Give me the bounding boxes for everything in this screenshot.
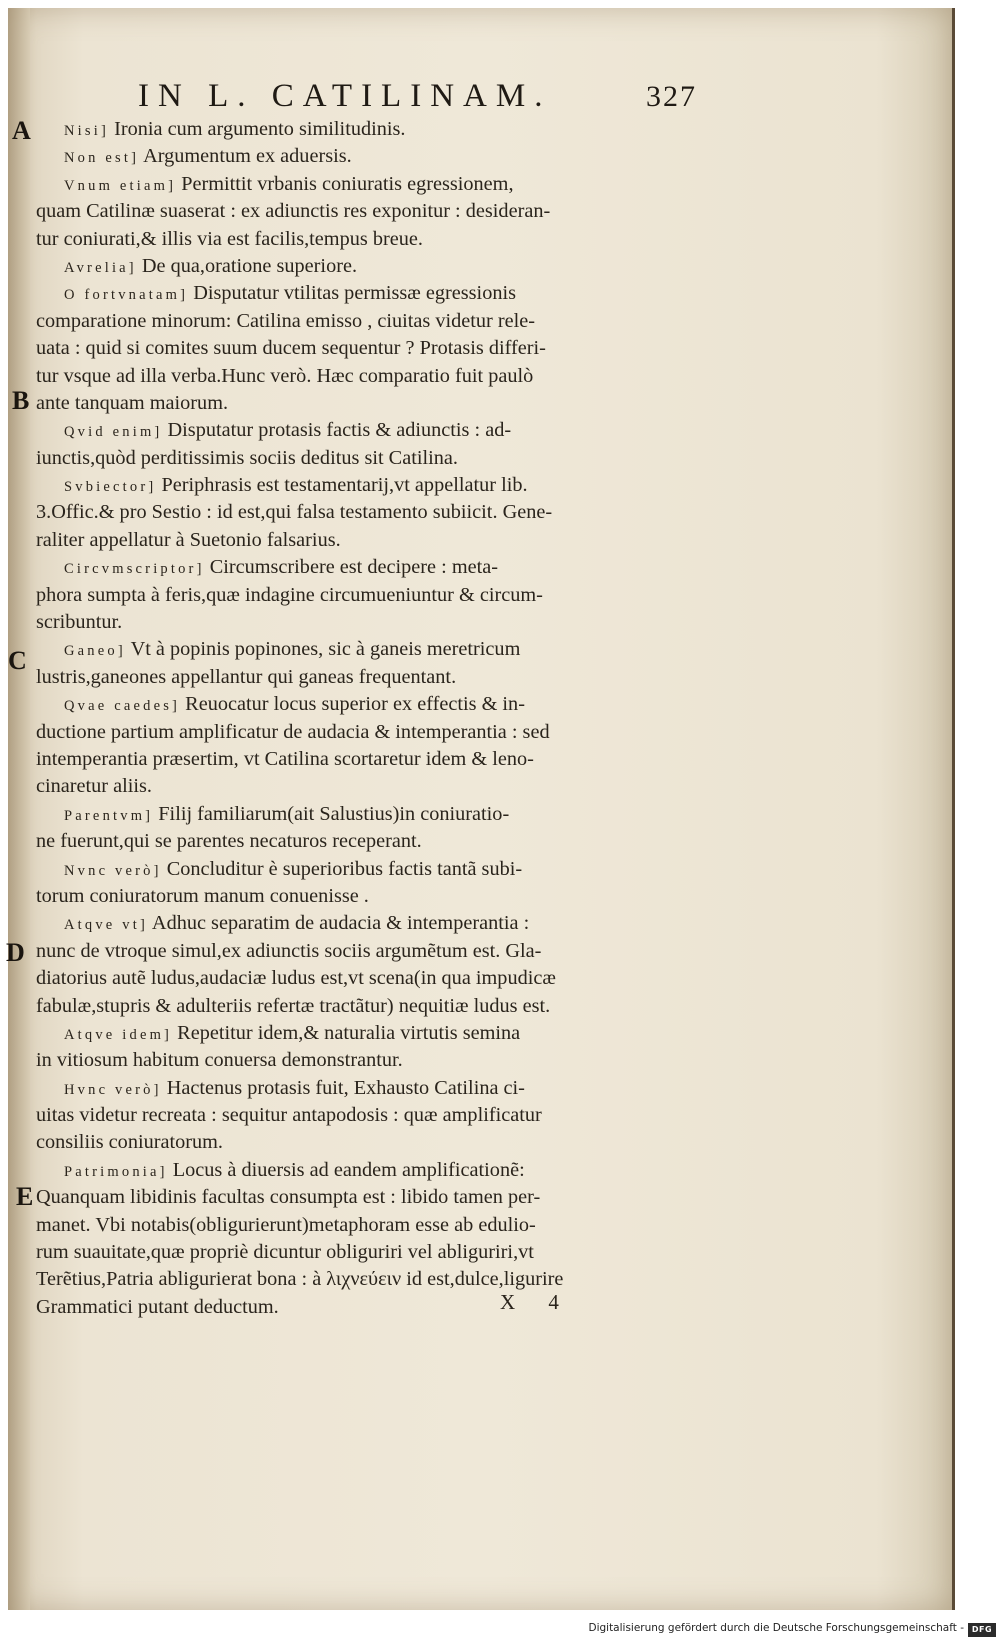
line-text: ductione partium amplificatur de audacia & intemperantia : sed: [36, 720, 550, 743]
text-line: [36, 582, 708, 609]
line-text: uata : quid si comites suum ducem sequentur ? Protasis differi-: [36, 337, 546, 360]
line-text: raliter appellatur à Suetonio falsarius.: [36, 528, 341, 551]
text-line: [36, 1047, 708, 1074]
lemma: Atqve idem]: [64, 1026, 173, 1043]
line-text: cinaretur aliis.: [36, 775, 153, 798]
text-line: [36, 609, 708, 636]
line-text: diatorius autẽ ludus,audaciæ ludus est,vt scena(in qua impudicæ: [36, 967, 556, 990]
text-line: [36, 1184, 708, 1211]
margin-letter-d: D: [6, 938, 25, 967]
line-text: manet. Vbi notabis(obligurierunt)metaphoram esse ab edulio-: [36, 1213, 536, 1236]
text-line: [36, 472, 708, 499]
lemma: Svbiector]: [64, 479, 157, 496]
line-text: Terẽtius,Patria abligurierat bona : à λιχνεύειν id est,dulce,ligurire: [36, 1268, 564, 1291]
text-line: [36, 636, 708, 663]
lemma: Non est]: [64, 150, 140, 167]
line-text: scribuntur.: [36, 611, 123, 634]
funding-notice: Digitalisierung gefördert durch die Deutsche Forschungsgemeinschaft -: [588, 1622, 964, 1634]
text-line: [36, 143, 708, 170]
line-text: Repetitur idem,& naturalia virtutis semina: [172, 1021, 521, 1044]
text-line: [36, 171, 708, 198]
margin-letter-b: B: [12, 386, 30, 415]
text-line: [36, 1020, 708, 1047]
lemma: Qvid enim]: [64, 424, 163, 441]
text-line: [36, 746, 708, 773]
line-text: tur coniurati,& illis via est facilis,tempus breue.: [36, 227, 423, 250]
text-line: [36, 445, 708, 472]
text-line: [36, 828, 708, 855]
line-text: Vt à popinis popinones, sic à ganeis meretricum: [125, 638, 521, 661]
line-text: Adhuc separatim de audacia & intemperantia :: [147, 912, 530, 935]
text-line: [36, 335, 708, 362]
text-line: [36, 1075, 708, 1102]
running-head: IN L. CATILINAM.: [138, 78, 552, 114]
text-line: [36, 883, 708, 910]
lemma: Patrimonia]: [64, 1163, 168, 1180]
lemma: Parentvm]: [64, 807, 154, 824]
text-line: [36, 390, 708, 417]
text-line: [36, 363, 708, 390]
lemma: Ganeo]: [64, 643, 126, 660]
text-line: [36, 527, 708, 554]
line-text: Quanquam libidinis facultas consumpta est : libido tamen per-: [36, 1186, 541, 1209]
text-line: [36, 499, 708, 526]
line-text: Filij familiarum(ait Salustius)in coniuratio-: [153, 802, 510, 825]
line-text: Hactenus protasis fuit, Exhausto Catilina ci-: [161, 1076, 525, 1099]
line-text: Argumentum ex aduersis.: [139, 145, 352, 168]
signature-mark: X 4: [500, 1290, 573, 1314]
line-text: iunctis,quòd perditissimis sociis deditus sit Catilina.: [36, 446, 458, 469]
line-text: Circumscribere est decipere : meta-: [204, 556, 498, 579]
commentary-text: [36, 116, 708, 1321]
page-number: 327: [646, 80, 697, 113]
line-text: torum coniuratorum manum conuenisse .: [36, 884, 369, 907]
margin-letter-e: E: [16, 1182, 34, 1211]
line-text: comparatione minorum: Catilina emisso , ciuitas videtur rele-: [36, 309, 536, 332]
line-text: Disputatur protasis factis & adiunctis : ad-: [162, 419, 512, 442]
text-line: [36, 910, 708, 937]
text-line: [36, 1239, 708, 1266]
lemma: Nisi]: [64, 123, 109, 139]
line-text: uitas videtur recreata : sequitur antapodosis : quæ amplificatur: [36, 1104, 542, 1127]
text-line: [36, 198, 708, 225]
line-text: Grammatici putant deductum.: [36, 1295, 279, 1318]
line-text: consiliis coniuratorum.: [36, 1131, 224, 1154]
text-line: [36, 1212, 708, 1239]
margin-letter-c: C: [8, 646, 27, 675]
line-text: Reuocatur locus superior ex effectis & in-: [180, 693, 525, 716]
line-text: rum suauitate,quæ propriè dicuntur obliguriri vel abliguriri,vt: [36, 1241, 534, 1264]
text-line: [36, 253, 708, 280]
line-text: Permittit vrbanis coniuratis egressionem,: [176, 172, 514, 195]
text-line: [36, 856, 708, 883]
lemma: Nvnc verò]: [64, 862, 162, 879]
text-line: [36, 1102, 708, 1129]
dfg-logo: DFG: [968, 1623, 996, 1637]
line-text: ante tanquam maiorum.: [36, 391, 229, 414]
line-text: fabulæ,stupris & adulteriis refertæ tractãtur) nequitiæ ludus est.: [36, 994, 551, 1017]
line-text: intemperantia præsertim, vt Catilina scortaretur idem & leno-: [36, 747, 534, 770]
margin-letter-a: A: [12, 116, 31, 145]
line-text: De qua,oratione superiore.: [136, 254, 358, 277]
text-line: [36, 417, 708, 444]
line-text: quam Catilinæ suaserat : ex adiunctis res exponitur : desideran-: [36, 200, 551, 223]
lemma: Atqve vt]: [64, 917, 148, 934]
text-line: [36, 773, 708, 800]
text-line: [36, 1129, 708, 1156]
lemma: Avrelia]: [64, 259, 137, 276]
text-line: [36, 938, 708, 965]
text-line: [36, 993, 708, 1020]
line-text: tur vsque ad illa verba.Hunc verò. Hæc comparatio fuit paulò: [36, 364, 534, 387]
line-text: Disputatur vtilitas permissæ egressionis: [188, 282, 516, 305]
text-line: [36, 691, 708, 718]
page-gutter-edge: [8, 8, 30, 1610]
text-line: [36, 280, 708, 307]
line-text: Periphrasis est testamentarij,vt appellatur lib.: [156, 474, 528, 497]
lemma: Vnum etiam]: [64, 177, 177, 194]
line-text: nunc de vtroque simul,ex adiunctis sociis argumẽtum est. Gla-: [36, 939, 542, 962]
text-line: [36, 308, 708, 335]
text-line: [36, 1294, 708, 1321]
line-text: in vitiosum habitum conuersa demonstrantur.: [36, 1049, 403, 1072]
footer-bar: [0, 1622, 1000, 1640]
text-line: [36, 554, 708, 581]
lemma: Circvmscriptor]: [64, 561, 205, 578]
text-line: [36, 1157, 708, 1184]
text-line: [36, 965, 708, 992]
line-text: Concluditur è superioribus factis tantã subi-: [161, 857, 523, 880]
text-line: [36, 719, 708, 746]
line-text: ne fuerunt,qui se parentes necaturos receperant.: [36, 830, 422, 853]
lemma: Hvnc verò]: [64, 1081, 162, 1098]
lemma: O fortvnatam]: [64, 287, 189, 304]
text-line: [36, 1266, 708, 1293]
text-line: [36, 226, 708, 253]
lemma: Qvae caedes]: [64, 698, 181, 715]
line-text: phora sumpta à feris,quæ indagine circumueniuntur & circum-: [36, 583, 543, 606]
line-text: lustris,ganeones appellantur qui ganeas frequentant.: [36, 665, 457, 688]
text-line: [36, 664, 708, 691]
line-text: 3.Offic.& pro Sestio : id est,qui falsa testamento subiicit. Gene-: [36, 501, 553, 524]
line-text: Locus à diuersis ad eandem amplificationẽ:: [167, 1158, 525, 1181]
text-line: [36, 801, 708, 828]
line-text: Ironia cum argumento similitudinis.: [109, 118, 406, 140]
text-line: [36, 116, 708, 143]
